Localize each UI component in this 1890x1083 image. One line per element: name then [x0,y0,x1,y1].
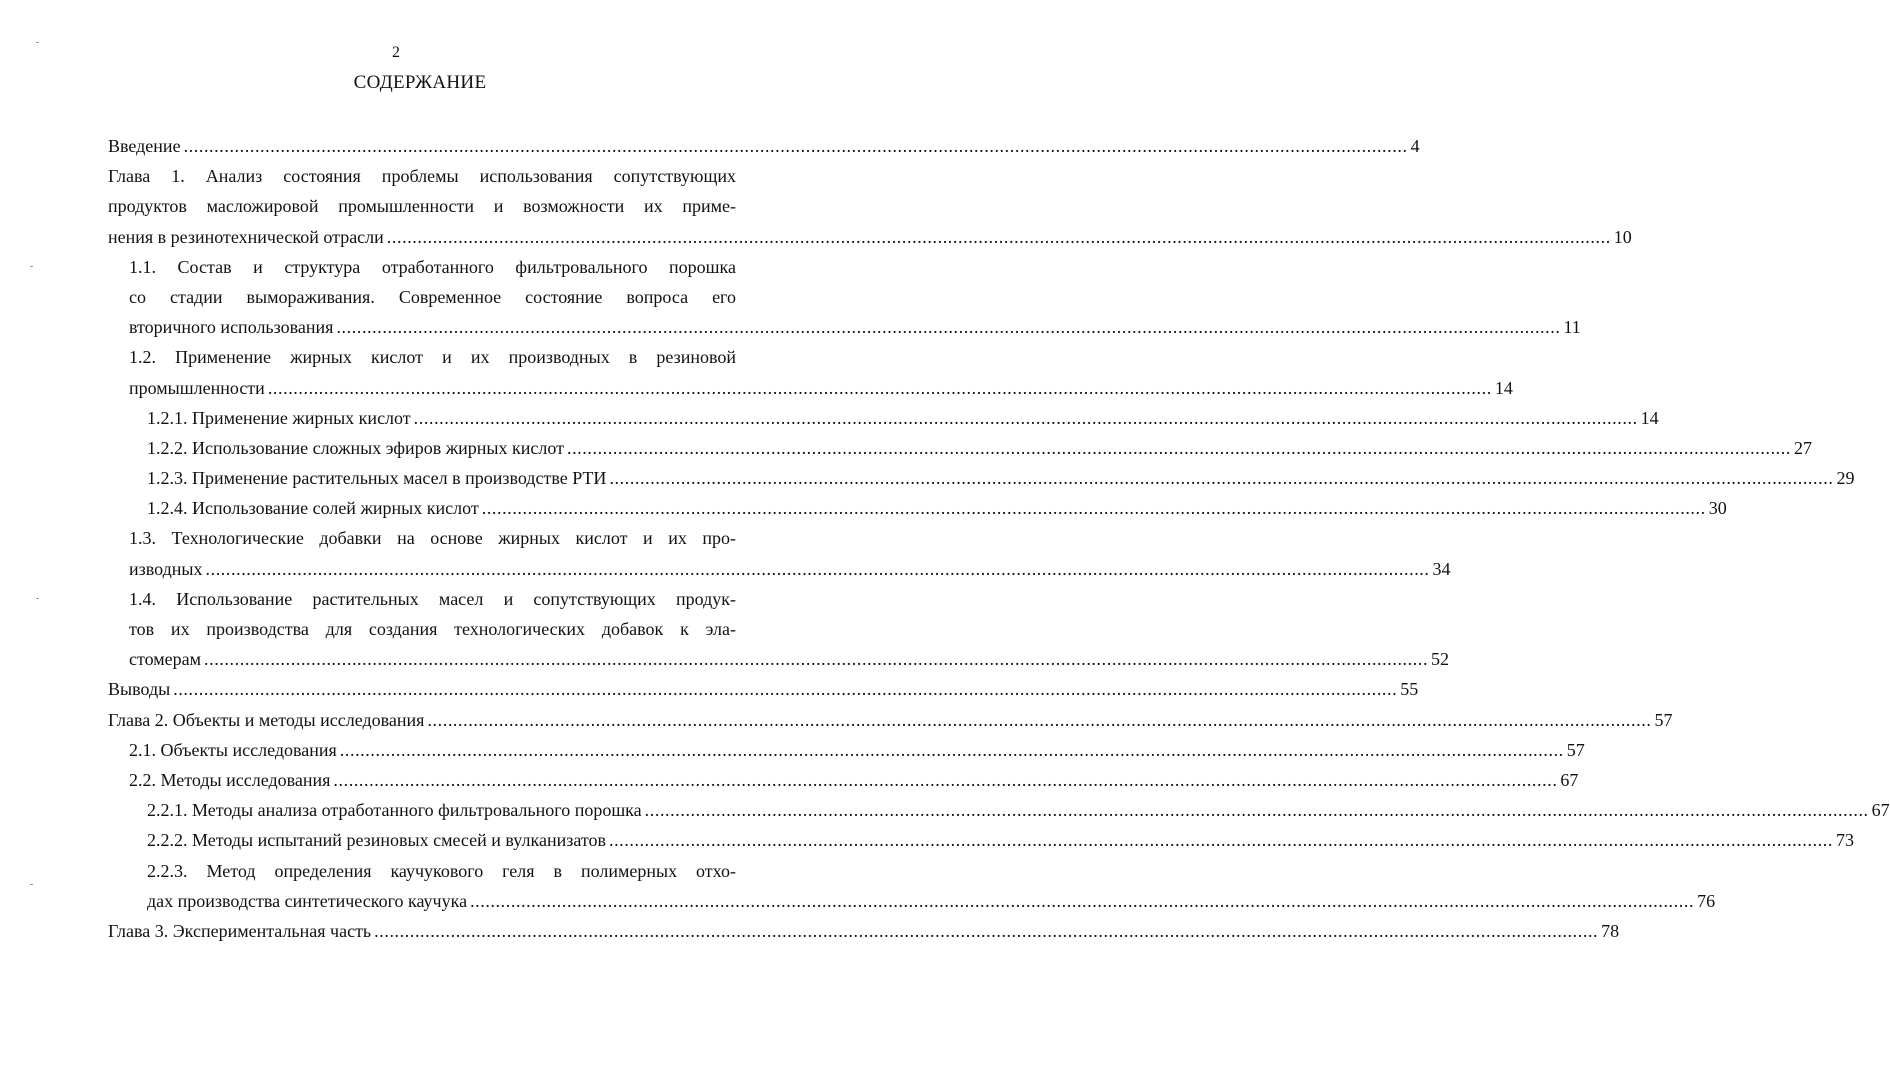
toc-entry[interactable] [147,463,1855,493]
dot-leader: ................................................................................................................................................................................................................................................ [204,649,1429,670]
toc-heading: СОДЕРЖАНИЕ [353,72,487,93]
toc-page-number: 14 [1640,407,1659,428]
toc-page-number: 67 [1871,800,1890,821]
toc-entry-text-line: 1.4. Использование растительных масел и сопутствующих продук- [129,588,736,609]
toc-entry-title: нения в резинотехнической отрасли [108,226,384,247]
toc-entry-text-line: 1.1. Состав и структура отработанного фильтровального порошка [129,256,736,277]
toc-entry-title: 1.2.3. Применение растительных масел в производстве РТИ [147,468,607,489]
dot-leader: ................................................................................................................................................................................................................................................ [470,890,1695,911]
toc-entry[interactable] [129,342,1513,402]
scan-mark [36,42,39,43]
toc-entry[interactable] [108,161,1632,252]
toc-entry[interactable] [147,856,1716,916]
toc-page-number: 27 [1793,437,1812,458]
toc-entry-text-line: тов их производства для создания технологических добавок к эла- [129,619,736,639]
toc-entry-title: 1.2.2. Использование сложных эфиров жирных кислот [147,437,564,458]
toc-entry-text-line: 1.3. Технологические добавки на основе жирных кислот и их про- [129,528,736,549]
toc-entry[interactable] [129,735,1585,765]
dot-leader: ................................................................................................................................................................................................................................................ [183,136,1408,156]
toc-entry-title: Глава 2. Объекты и методы исследования [108,709,425,730]
toc-entry-title: дах производства синтетического каучука [147,890,468,911]
toc-entry-text-line: 2.2.3. Метод определения каучукового геля в полимерных отхо- [147,860,736,881]
scan-mark [36,598,39,599]
page-number: 2 [392,44,400,61]
dot-leader: ................................................................................................................................................................................................................................................ [267,377,1492,398]
scan-mark [30,884,33,885]
toc-entry[interactable] [147,795,1890,825]
toc-entry-title: изводных [129,558,203,579]
toc-page-number: 55 [1400,679,1419,700]
toc-page-number: 4 [1410,136,1420,156]
toc-entry-title: промышленности [129,377,265,398]
toc-entry[interactable] [108,916,1620,946]
toc-entry[interactable] [147,825,1854,855]
toc-entry[interactable] [129,523,1451,583]
toc-entry-title: 2.2.2. Методы испытаний резиновых смесей и вулканизатов [147,830,606,851]
dot-leader: ................................................................................................................................................................................................................................................ [339,739,1564,760]
toc-entry-text-line: со стадии вымораживания. Современное состояние вопроса его [129,286,736,307]
toc-entry-title: 2.2. Методы исследования [129,769,331,790]
toc-entry[interactable] [147,433,1812,463]
table-of-contents [108,131,1890,946]
dot-leader: ................................................................................................................................................................................................................................................ [386,226,1611,247]
toc-page-number: 67 [1560,769,1579,790]
toc-page-number: 78 [1601,920,1620,941]
toc-page-number: 73 [1835,830,1854,851]
toc-entry-title: 2.2.1. Методы анализа отработанного фильтровального порошка [147,800,642,821]
dot-leader: ................................................................................................................................................................................................................................................ [427,709,1652,730]
dot-leader: ................................................................................................................................................................................................................................................ [413,407,1638,428]
toc-entry-title: Глава 3. Экспериментальная часть [108,920,372,941]
toc-entry-title: 2.1. Объекты исследования [129,739,337,760]
toc-entry[interactable] [108,705,1673,735]
toc-entry-title: Выводы [108,679,171,700]
toc-page-number: 57 [1566,739,1585,760]
toc-page-number: 11 [1563,317,1581,338]
toc-entry-text-line: продуктов масложировой промышленности и возможности их приме- [108,196,736,217]
dot-leader: ................................................................................................................................................................................................................................................ [374,920,1599,941]
toc-entry[interactable] [147,493,1727,523]
toc-entry-text-line: 1.2. Применение жирных кислот и их производных в резиновой [129,347,736,368]
toc-entry[interactable] [129,584,1450,675]
toc-page-number: 57 [1654,709,1673,730]
toc-entry-title: стомерам [129,649,202,670]
dot-leader: ................................................................................................................................................................................................................................................ [609,468,1834,489]
toc-entry[interactable] [147,403,1659,433]
toc-entry-title: 1.2.4. Использование солей жирных кислот [147,498,479,519]
toc-entry-title: вторичного использования [129,317,334,338]
dot-leader: ................................................................................................................................................................................................................................................ [336,317,1561,338]
toc-page-number: 52 [1431,649,1450,670]
toc-page-number: 30 [1708,498,1727,519]
scan-mark [30,266,33,267]
dot-leader: ................................................................................................................................................................................................................................................ [205,558,1430,579]
toc-page-number: 34 [1432,558,1451,579]
dot-leader: ................................................................................................................................................................................................................................................ [608,830,1833,851]
dot-leader: ................................................................................................................................................................................................................................................ [481,498,1706,519]
toc-entry-title: 1.2.1. Применение жирных кислот [147,407,411,428]
toc-page-number: 10 [1613,226,1632,247]
toc-entry-text-line: Глава 1. Анализ состояния проблемы использования сопутствующих [108,166,736,187]
toc-entry[interactable] [108,131,1420,161]
toc-entry[interactable] [108,674,1419,704]
dot-leader: ................................................................................................................................................................................................................................................ [173,679,1398,700]
toc-entry[interactable] [129,765,1579,795]
dot-leader: ................................................................................................................................................................................................................................................ [333,769,1558,790]
toc-page-number: 29 [1836,468,1855,489]
dot-leader: ................................................................................................................................................................................................................................................ [644,800,1869,821]
toc-page-number: 14 [1494,377,1513,398]
toc-entry[interactable] [129,252,1581,343]
dot-leader: ................................................................................................................................................................................................................................................ [566,437,1791,458]
toc-entry-title: Введение [108,136,181,156]
toc-page-number: 76 [1697,890,1716,911]
